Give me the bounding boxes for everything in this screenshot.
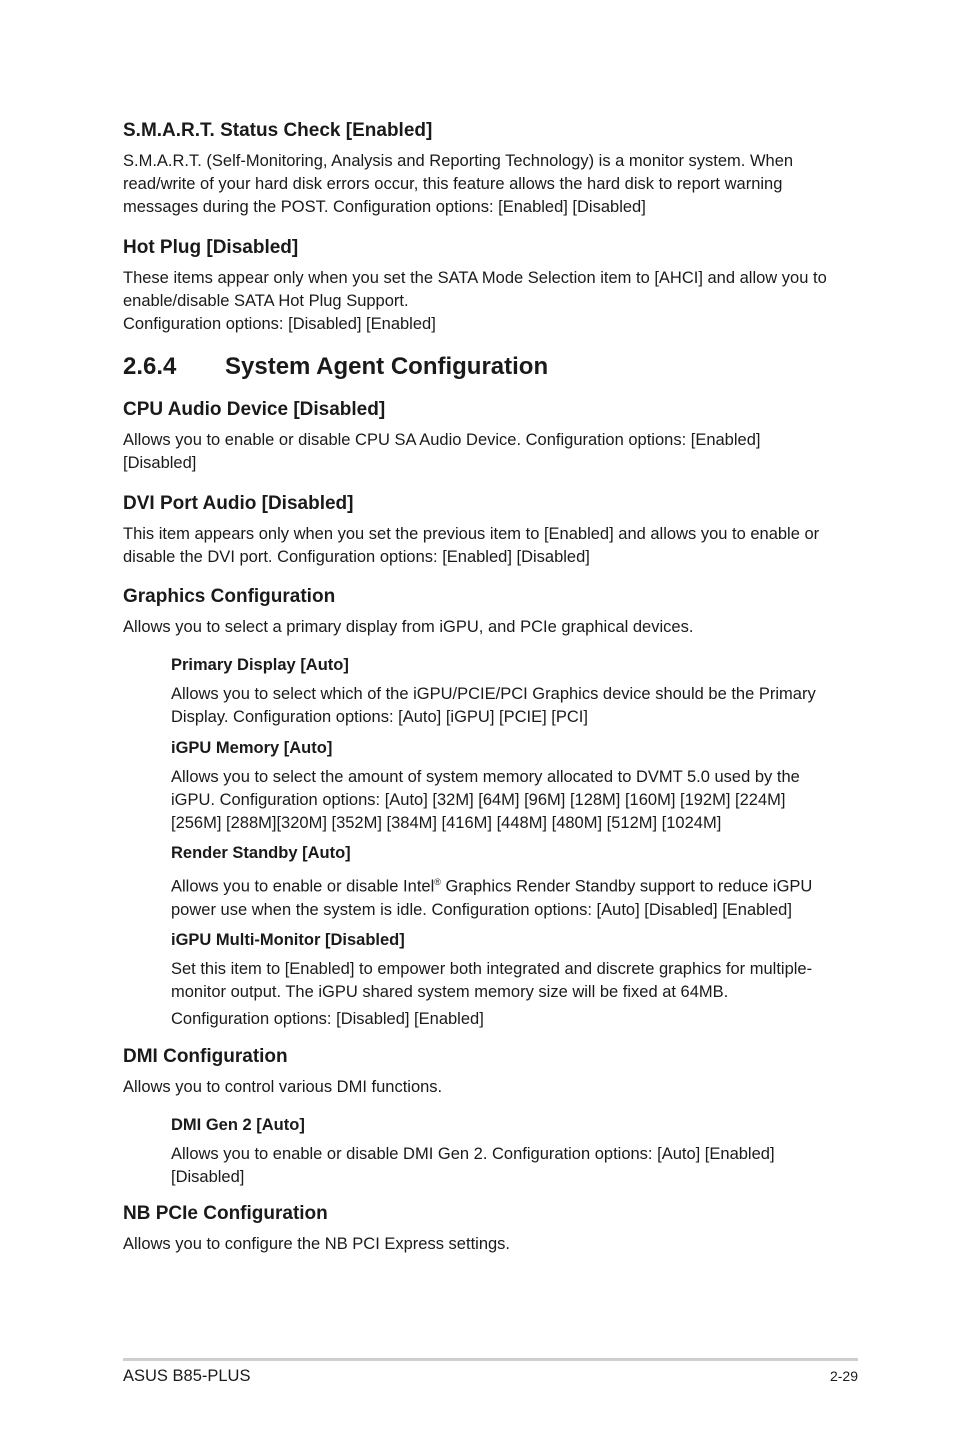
section-heading <box>123 351 835 383</box>
dmi-config-description: Allows you to control various DMI functions. <box>123 1077 443 1096</box>
dmi-gen2-heading: DMI Gen 2 [Auto] <box>171 1115 305 1134</box>
hot-plug-heading: Hot Plug [Disabled] <box>123 236 299 258</box>
hot-plug-desc-line: These items appear only when you set the SATA Mode Selection item to [AHCI] and allow you to enable/disable SATA Hot Plug Support. <box>123 268 827 310</box>
cpu-audio-heading: CPU Audio Device [Disabled] <box>123 399 386 421</box>
registered-mark: ® <box>434 877 441 888</box>
footer-divider <box>123 1358 858 1361</box>
graphics-subitems <box>171 654 835 1031</box>
dmi-config-heading: DMI Configuration <box>123 1045 288 1067</box>
render-standby-desc-b: Graphics Render Standby support to reduce iGPU power use when the system is idle. Configuration options: [Auto] [Disabled] [Enabled] <box>171 877 813 919</box>
multi-monitor-heading: iGPU Multi-Monitor [Disabled] <box>171 931 405 950</box>
smart-description: S.M.A.R.T. (Self-Monitoring, Analysis and Reporting Technology) is a monitor system. When read/write of your hard disk errors occur, this feature allows the hard disk to report warning messages during the POST. Configuration options: [Enabled] [Disabled] <box>123 152 794 217</box>
dvi-audio-description: This item appears only when you set the previous item to [Enabled] and allows you to enable or disable the DVI port. Configuration options: [Enabled] [Disabled] <box>123 524 820 566</box>
multi-monitor-options: Configuration options: [Disabled] [Enabled] <box>171 1009 484 1028</box>
manual-page-content <box>123 118 835 1272</box>
nb-pcie-heading: NB PCIe Configuration <box>123 1203 328 1225</box>
nb-pcie-description: Allows you to configure the NB PCI Express settings. <box>123 1235 511 1254</box>
primary-display-description: Allows you to select which of the iGPU/PCIE/PCI Graphics device should be the Primary Display. Configuration options: [Auto] [iGPU] [PCIE] [PCI] <box>171 685 816 727</box>
graphics-config-heading: Graphics Configuration <box>123 586 336 608</box>
graphics-config-description: Allows you to select a primary display from iGPU, and PCIe graphical devices. <box>123 618 694 637</box>
render-standby-desc-a: Allows you to enable or disable Intel <box>171 877 435 896</box>
hot-plug-options: Configuration options: [Disabled] [Enabled] <box>123 315 436 334</box>
render-standby-heading: Render Standby [Auto] <box>171 844 351 863</box>
primary-display-heading: Primary Display [Auto] <box>171 656 349 675</box>
section-number: 2.6.4 <box>123 353 177 381</box>
igpu-memory-heading: iGPU Memory [Auto] <box>171 738 333 757</box>
cpu-audio-description: Allows you to enable or disable CPU SA Audio Device. Configuration options: [Enabled] [Disabled] <box>123 431 761 473</box>
section-title: System Agent Configuration <box>225 353 549 381</box>
render-standby-description <box>171 871 835 922</box>
igpu-memory-description: Allows you to select the amount of system memory allocated to DVMT 5.0 used by the iGPU. Configuration options: [Auto] [32M] [64M] [96M] [128M] [160M] [192M] [224M] [256M] [288M][320M] [352M] [384M] [416M] [448M] [480M] [512M] [1024M] <box>171 767 800 833</box>
dvi-audio-heading: DVI Port Audio [Disabled] <box>123 492 354 514</box>
smart-heading: S.M.A.R.T. Status Check [Enabled] <box>123 120 433 141</box>
footer-product-name: ASUS B85-PLUS <box>123 1367 251 1385</box>
dmi-subitems <box>171 1114 835 1189</box>
multi-monitor-description: Set this item to [Enabled] to empower both integrated and discrete graphics for multiple-monitor output. The iGPU shared system memory size will be fixed at 64MB. <box>171 960 813 1002</box>
hot-plug-description <box>123 267 835 337</box>
footer-page-number: 2-29 <box>829 1368 858 1384</box>
dmi-gen2-description: Allows you to enable or disable DMI Gen 2. Configuration options: [Auto] [Enabled] [Disabled] <box>171 1144 775 1187</box>
